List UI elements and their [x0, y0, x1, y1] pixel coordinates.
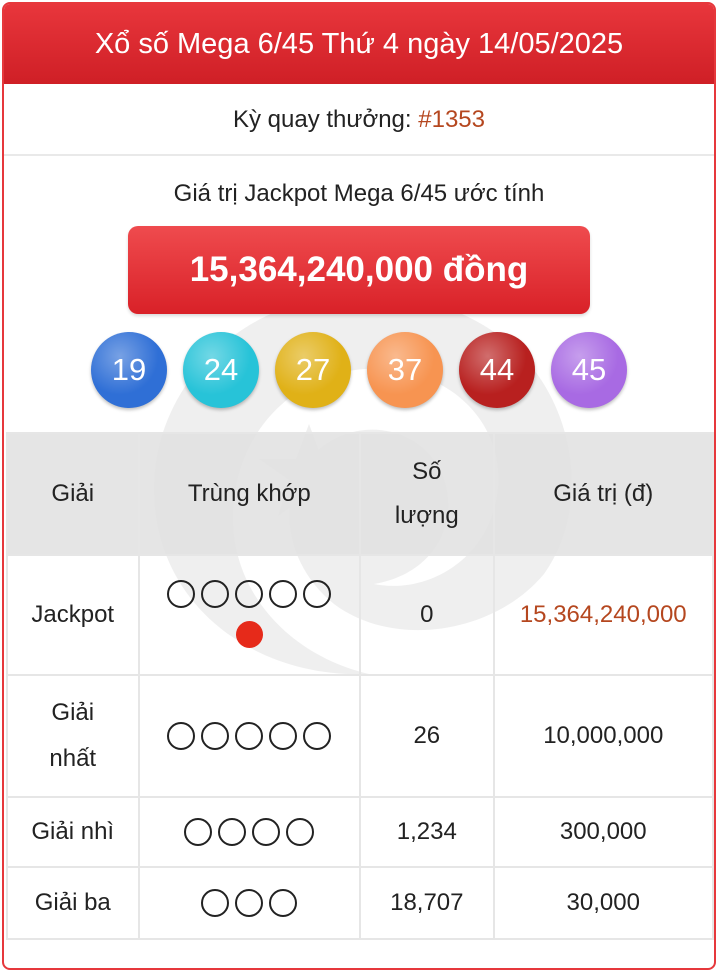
prize-name-line2: nhất — [49, 745, 97, 772]
match-circle-icon — [201, 580, 229, 608]
match-circles — [159, 813, 339, 851]
table-row — [7, 867, 713, 939]
match-circle-icon — [269, 889, 297, 917]
match-pattern — [139, 555, 361, 675]
number-ball: 44 — [459, 332, 535, 408]
winner-count: 1,234 — [360, 797, 493, 867]
number-ball: 19 — [91, 332, 167, 408]
match-pattern — [139, 675, 361, 797]
prize-name-line1: Giải — [51, 699, 95, 726]
match-circle-icon — [269, 580, 297, 608]
special-ball-icon — [236, 621, 263, 648]
winner-count: 26 — [360, 675, 493, 797]
match-circle-icon — [167, 722, 195, 750]
match-circle-icon — [286, 818, 314, 846]
match-circles — [159, 717, 339, 755]
prize-value: 15,364,240,000 — [494, 555, 714, 675]
match-pattern — [139, 867, 361, 939]
match-circles — [159, 884, 339, 922]
jackpot-label: Giá trị Jackpot Mega 6/45 ước tính — [173, 180, 545, 207]
draw-label: Kỳ quay thưởng: — [233, 106, 412, 133]
number-ball: 37 — [367, 332, 443, 408]
table-row — [7, 555, 713, 675]
match-circle-icon — [303, 580, 331, 608]
match-circle-icon — [184, 818, 212, 846]
page-title: Xổ số Mega 6/45 Thứ 4 ngày 14/05/2025 — [4, 4, 714, 84]
table-row — [7, 797, 713, 867]
number-ball: 45 — [551, 332, 627, 408]
match-circle-icon — [252, 818, 280, 846]
match-circle-icon — [235, 580, 263, 608]
draw-number-row — [4, 84, 714, 156]
prize-value: 300,000 — [494, 797, 714, 867]
table-header-row — [7, 433, 713, 555]
header-match: Trùng khớp — [139, 433, 361, 555]
jackpot-amount-banner: 15,364,240,000 đồng — [128, 226, 590, 314]
match-circles — [159, 575, 339, 656]
match-circle-icon — [235, 889, 263, 917]
match-pattern — [139, 797, 361, 867]
match-circle-icon — [218, 818, 246, 846]
prize-value: 10,000,000 — [494, 675, 714, 797]
winning-numbers — [4, 332, 714, 408]
match-circle-icon — [201, 722, 229, 750]
prize-name: Giải ba — [7, 867, 139, 939]
header-prize: Giải — [7, 433, 139, 555]
prize-name: Jackpot — [7, 555, 139, 675]
match-circle-icon — [269, 722, 297, 750]
match-circle-icon — [235, 722, 263, 750]
prize-table — [6, 432, 714, 940]
number-ball: 24 — [183, 332, 259, 408]
table-row — [7, 675, 713, 797]
header-value: Giá trị (đ) — [494, 433, 714, 555]
results-card — [2, 2, 716, 970]
header-count-line2: lượng — [394, 502, 459, 529]
header-count-line1: Số — [412, 458, 442, 485]
prize-value: 30,000 — [494, 867, 714, 939]
draw-number-link[interactable]: #1353 — [418, 106, 485, 133]
match-circle-icon — [201, 889, 229, 917]
winner-count: 18,707 — [360, 867, 493, 939]
header-count — [360, 433, 493, 555]
prize-name — [7, 675, 139, 797]
winner-count: 0 — [360, 555, 493, 675]
match-circle-icon — [303, 722, 331, 750]
match-circle-icon — [167, 580, 195, 608]
prize-name: Giải nhì — [7, 797, 139, 867]
number-ball: 27 — [275, 332, 351, 408]
